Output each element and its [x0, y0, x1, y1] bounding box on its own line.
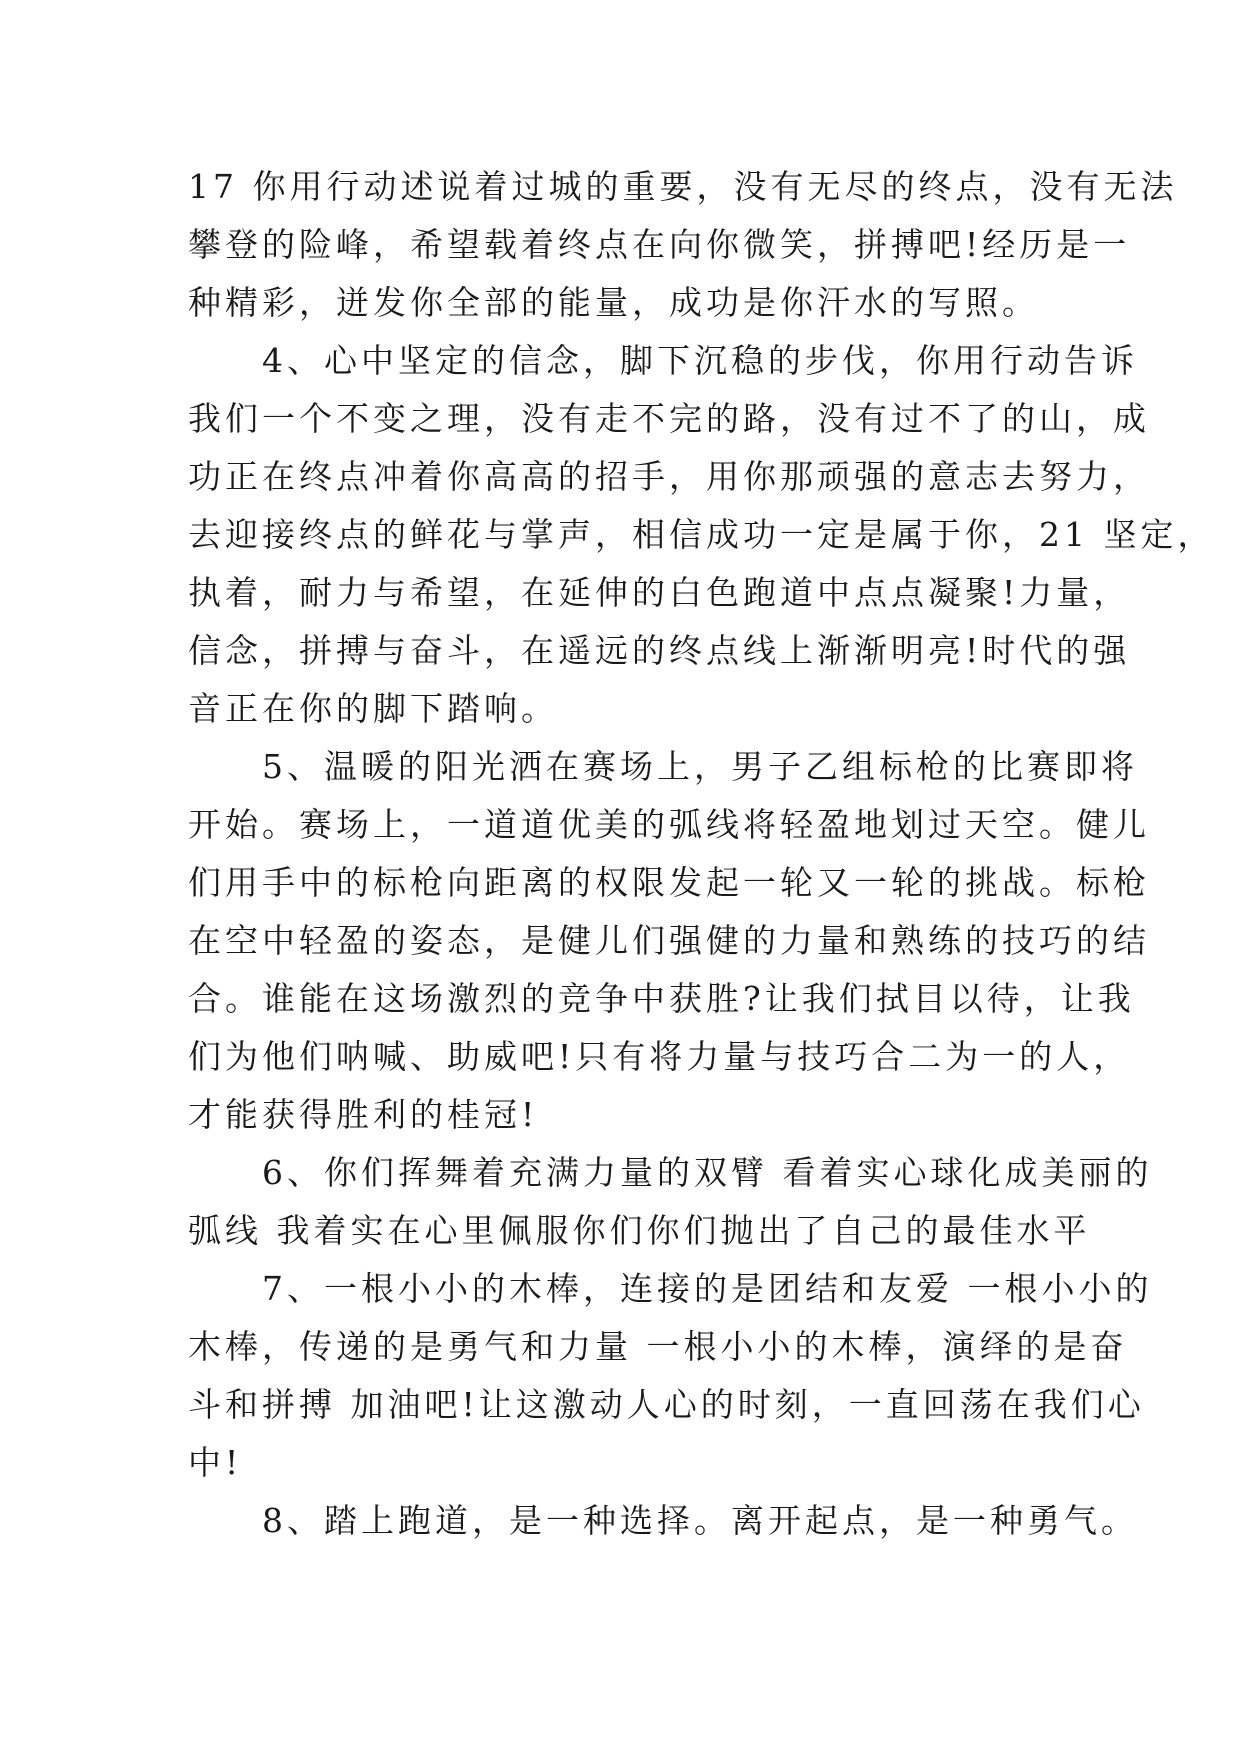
text-line: 斗和拼搏 加油吧!让这激动人心的时刻，一直回荡在我们心: [188, 1385, 1145, 1424]
text-line: 们用手中的标枪向距离的权限发起一轮又一轮的挑战。标枪: [188, 863, 1150, 902]
text-line: 我们一个不变之理，没有走不完的路，没有过不了的山，成: [188, 399, 1150, 438]
document-body: [188, 158, 1215, 1550]
text-line: 6、你们挥舞着充满力量的双臂 看着实心球化成美丽的: [188, 1153, 1153, 1192]
text-line: 7、一根小小的木棒，连接的是团结和友爱 一根小小的: [188, 1269, 1153, 1308]
text-line: 们为他们呐喊、助威吧!只有将力量与技巧合二为一的人，: [188, 1037, 1131, 1076]
text-line: 攀登的险峰，希望载着终点在向你微笑，拼搏吧!经历是一: [188, 225, 1131, 264]
text-line: 中!: [188, 1443, 243, 1482]
text-line: 音正在你的脚下踏响。: [188, 689, 558, 728]
text-line: 合。谁能在这场激烈的竞争中获胜?让我们拭目以待，让我: [188, 979, 1135, 1018]
text-line: 8、踏上跑道，是一种选择。离开起点，是一种勇气。: [188, 1501, 1138, 1540]
text-line: 信念，拼搏与奋斗，在遥远的终点线上渐渐明亮!时代的强: [188, 631, 1131, 670]
text-line: 在空中轻盈的姿态，是健儿们强健的力量和熟练的技巧的结: [188, 921, 1150, 960]
text-line: 去迎接终点的鲜花与掌声，相信成功一定是属于你，21 坚定，: [188, 515, 1215, 554]
text-line: 执着，耐力与希望，在延伸的白色跑道中点点凝聚!力量，: [188, 573, 1131, 612]
text-line: 开始。赛场上，一道道优美的弧线将轻盈地划过天空。健儿: [188, 805, 1150, 844]
text-line: 弧线 我着实在心里佩服你们你们抛出了自己的最佳水平: [188, 1211, 1091, 1250]
text-line: 木棒，传递的是勇气和力量 一根小小的木棒，演绎的是奋: [188, 1327, 1128, 1366]
text-line: 17 你用行动述说着过城的重要，没有无尽的终点，没有无法: [188, 167, 1178, 206]
text-line: 5、温暖的阳光洒在赛场上，男子乙组标枪的比赛即将: [188, 747, 1138, 786]
text-line: 功正在终点冲着你高高的招手，用你那顽强的意志去努力，: [188, 457, 1150, 496]
text-line: 种精彩，迸发你全部的能量，成功是你汗水的写照。: [188, 283, 1039, 322]
text-line: 才能获得胜利的桂冠!: [188, 1095, 539, 1134]
text-line: 4、心中坚定的信念，脚下沉稳的步伐，你用行动告诉: [188, 341, 1138, 380]
